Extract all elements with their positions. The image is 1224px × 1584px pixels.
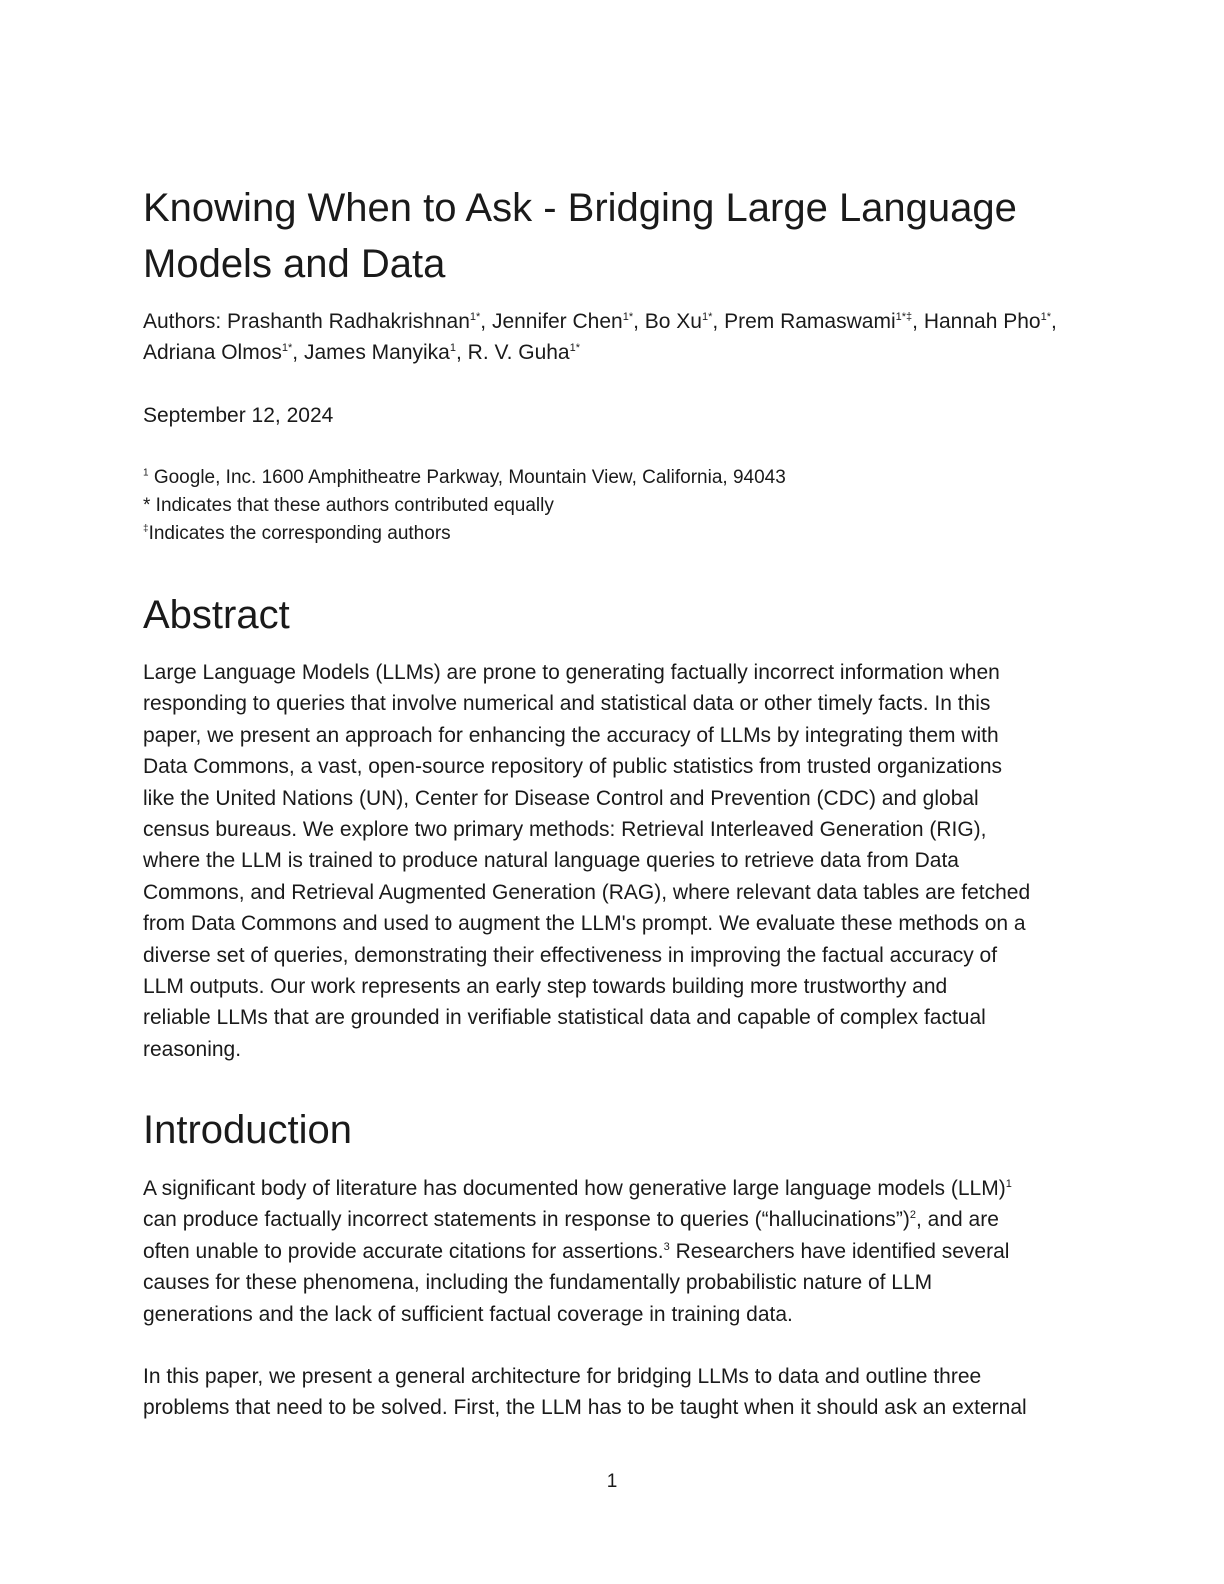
authors-prefix: Authors: [143, 310, 228, 333]
affiliation-mark: 1 [143, 467, 149, 479]
footnote-ref-3: 3 [663, 1240, 670, 1253]
author-marks: 1* [469, 311, 481, 323]
text-line: from Data Commons and used to augment the LLM's prompt. We evaluate these methods on a [143, 912, 1026, 936]
footnote-ref-1: 1 [1005, 1178, 1012, 1190]
text-line: paper, we present an approach for enhancing the accuracy of LLMs by integrating them with [143, 723, 999, 747]
author-name: Prem Ramaswami [724, 310, 896, 333]
author-marks: 1* [569, 342, 581, 354]
author-name: James Manyika [303, 341, 450, 364]
text-line: Commons, and Retrieval Augmented Generation (RAG), where relevant data tables are fetched [143, 880, 1031, 904]
text-run: often unable to provide accurate citations for assertions. [143, 1239, 664, 1263]
abstract-heading: Abstract [143, 593, 290, 637]
text-line: Data Commons, a vast, open-source repository of public statistics from trusted organizations [143, 755, 1003, 779]
author-name: Adriana Olmos [143, 341, 282, 364]
text-line: where the LLM is trained to produce natural language queries to retrieve data from Data [143, 849, 959, 873]
text-line [143, 1204, 1083, 1235]
author-marks: 1*‡ [895, 311, 913, 323]
introduction-heading: Introduction [143, 1108, 353, 1152]
text-line: diverse set of queries, demonstrating their effectiveness in improving the factual accuracy of [143, 943, 998, 967]
affiliation-text: Google, Inc. 1600 Amphitheatre Parkway, Mountain View, California, 94043 [148, 467, 786, 488]
text-line: LLM outputs. Our work represents an early step towards building more trustworthy and [143, 975, 948, 999]
affiliation-line [143, 464, 786, 492]
page-number: 1 [606, 1471, 618, 1492]
author-marks: 1* [1040, 311, 1051, 323]
author-name: Jennifer Chen [491, 310, 623, 333]
footnote-ref-2: 2 [909, 1209, 917, 1222]
title-line-2: Models and Data [143, 242, 446, 286]
equal-contribution-note [143, 492, 786, 520]
text-line: Large Language Models (LLMs) are prone to generating factually incorrect information when [143, 661, 1000, 684]
publication-date: September 12, 2024 [143, 404, 334, 427]
affiliation-notes [143, 464, 786, 548]
text-run: can produce factually incorrect statements in response to queries (“hallucinations”) [143, 1208, 910, 1232]
introduction-paragraph-2 [143, 1361, 1083, 1424]
text-line: like the United Nations (UN), Center for Disease Control and Prevention (CDC) and global [143, 786, 979, 810]
author-name: R. V. Guha [467, 341, 570, 364]
author-name: Hannah Pho [923, 310, 1041, 333]
text-line [143, 1236, 1083, 1267]
text-line: responding to queries that involve numerical and statistical data or other timely facts. In this [143, 692, 991, 716]
author-name: Prashanth Radhakrishnan [227, 310, 470, 333]
author-marks: 1* [281, 342, 293, 354]
author-marks: 1* [702, 311, 713, 323]
title-line-1: Knowing When to Ask - Bridging Large Language [143, 186, 1017, 230]
introduction-paragraph-1 [143, 1173, 1083, 1330]
note-mark: ‡ [143, 523, 149, 535]
corresponding-author-note [143, 520, 786, 548]
text-run: A significant body of literature has documented how generative large language models (LLM) [143, 1177, 1006, 1200]
text-run: Researchers have identified several [669, 1239, 1010, 1263]
paper-title [143, 180, 1103, 292]
author-list: Authors: Prashanth Radhakrishnan$^{1*}$, Jennifer Chen$^{1*}$, Bo $Xu^{1*}$, Prem Ramaswami$^{1*\ddagger}$, Hannah Pho$^{1*}$, Adriana Olmos$^{1*}$, James Manyika$^1$, R. V. Guha$^{1*}$ [143, 310, 1057, 364]
author-marks: 1 [449, 342, 456, 354]
author-name: Bo Xu [644, 310, 702, 333]
text-line: census bureaus. We explore two primary methods: Retrieval Interleaved Generation (RIG), [143, 818, 987, 842]
text-line: reliable LLMs that are grounded in verifiable statistical data and capable of complex factual [143, 1006, 986, 1030]
note-text: Indicates the corresponding authors [148, 523, 451, 544]
text-line: problems that need to be solved. First, the LLM has to be taught when it should ask an external [143, 1396, 1027, 1420]
text-line: reasoning. [143, 1037, 242, 1061]
text-line: In this paper, we present a general architecture for bridging LLMs to data and outline three [143, 1365, 982, 1388]
text-line: generations and the lack of sufficient factual coverage in training data. [143, 1302, 793, 1326]
text-line [143, 1173, 1083, 1204]
text-run: , and are [916, 1208, 999, 1232]
note-text: * Indicates that these authors contributed equally [143, 495, 554, 516]
abstract-paragraph [143, 657, 1083, 1065]
text-line: causes for these phenomena, including the fundamentally probabilistic nature of LLM [143, 1271, 933, 1295]
author-marks: 1* [622, 311, 634, 323]
